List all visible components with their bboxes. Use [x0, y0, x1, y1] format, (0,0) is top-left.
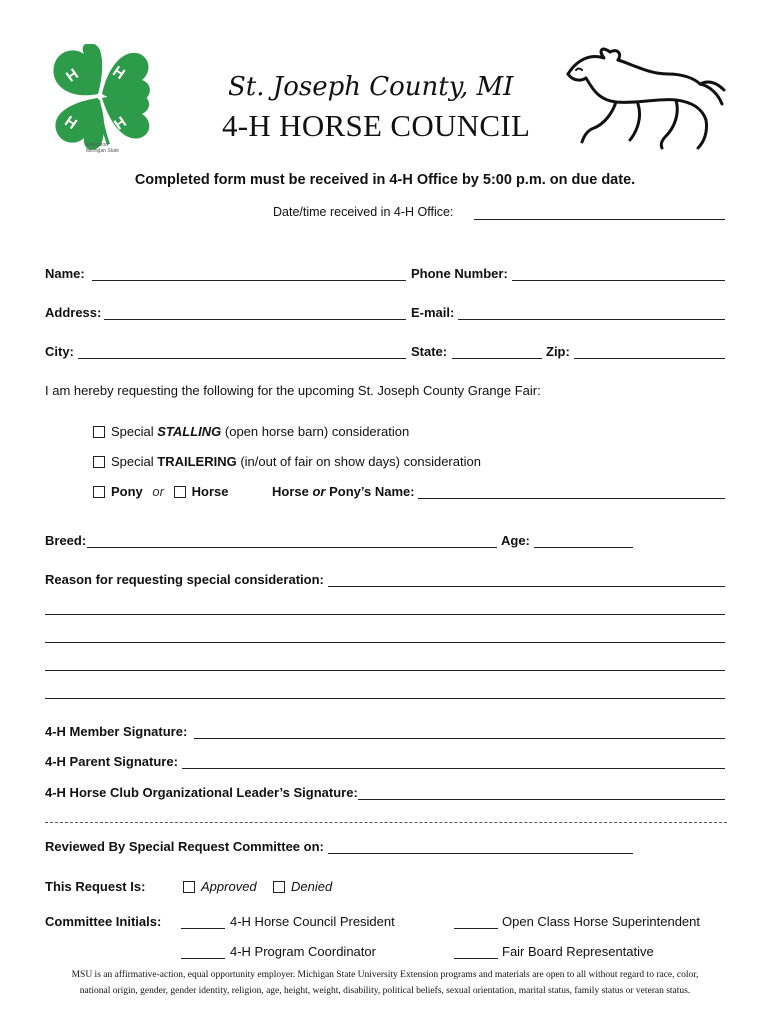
- initials-field-superintendent[interactable]: [454, 928, 498, 929]
- email-label: E-mail:: [411, 305, 455, 320]
- trailering-checkbox[interactable]: [93, 456, 105, 468]
- state-label: State:: [411, 344, 448, 359]
- reviewed-label: Reviewed By Special Request Committee on:: [45, 839, 324, 854]
- received-line[interactable]: [474, 219, 725, 220]
- initials-field-fairboard[interactable]: [454, 958, 498, 959]
- role-coordinator: 4-H Program Coordinator: [230, 944, 376, 959]
- reason-field[interactable]: [328, 586, 725, 587]
- parent-signature-field[interactable]: [182, 768, 725, 769]
- role-fairboard: Fair Board Representative: [502, 944, 654, 959]
- address-label: Address:: [45, 305, 102, 320]
- leader-signature-label: 4-H Horse Club Organizational Leader’s Signature:: [45, 785, 358, 800]
- parent-signature-label: 4-H Parent Signature:: [45, 754, 178, 769]
- section-divider: [45, 822, 727, 823]
- initials-label: Committee Initials:: [45, 914, 162, 929]
- member-signature-field[interactable]: [194, 738, 725, 739]
- animal-name-label: Horse or Pony’s Name:: [272, 484, 415, 499]
- name-field[interactable]: [92, 280, 406, 281]
- email-field[interactable]: [458, 319, 725, 320]
- svg-text:H: H: [109, 62, 128, 83]
- denied-checkbox[interactable]: [273, 881, 285, 893]
- svg-text:H: H: [63, 65, 82, 86]
- role-president: 4-H Horse Council President: [230, 914, 395, 929]
- animal-name-field[interactable]: [418, 498, 725, 499]
- reviewed-date-field[interactable]: [328, 853, 633, 854]
- member-signature-label: 4-H Member Signature:: [45, 724, 188, 739]
- city-label: City:: [45, 344, 74, 359]
- approved-option[interactable]: Approved: [183, 879, 257, 894]
- initials-field-coordinator[interactable]: [181, 958, 225, 959]
- leader-signature-field[interactable]: [358, 799, 725, 800]
- or-text: or: [152, 484, 164, 499]
- breed-label: Breed:: [45, 533, 87, 548]
- approved-checkbox[interactable]: [183, 881, 195, 893]
- svg-text:H: H: [61, 112, 80, 133]
- request-intro: I am hereby requesting the following for the upcoming St. Joseph County Grange Fair:: [45, 383, 541, 398]
- city-field[interactable]: [78, 358, 406, 359]
- pony-horse-option[interactable]: Pony or Horse: [93, 484, 228, 499]
- reason-label: Reason for requesting special consideration:: [45, 572, 324, 587]
- footer-disclaimer: MSU is an affirmative-action, equal opportunity employer. Michigan State University Extension programs and materials are open to all without regard to race, color, national origin, gender, gender identity, religion, age, height, weight, disability, political beliefs, sexual orientation, marital status, family status or veteran status.: [71, 970, 699, 996]
- reason-line[interactable]: [45, 614, 725, 615]
- phone-label: Phone Number:: [411, 266, 508, 281]
- initials-field-president[interactable]: [181, 928, 225, 929]
- zip-field[interactable]: [574, 358, 725, 359]
- clover-logo: [48, 44, 152, 156]
- denied-option[interactable]: Denied: [273, 879, 332, 894]
- notice-text: Completed form must be received in 4-H Office by 5:00 p.m. on due date.: [134, 172, 636, 188]
- breed-field[interactable]: [87, 547, 497, 548]
- phone-field[interactable]: [512, 280, 725, 281]
- council-title: 4-H HORSE COUNCIL: [222, 108, 531, 143]
- reason-line[interactable]: [45, 670, 725, 671]
- state-field[interactable]: [452, 358, 542, 359]
- horse-illustration: [558, 44, 728, 154]
- stalling-checkbox[interactable]: [93, 426, 105, 438]
- pony-checkbox[interactable]: [93, 486, 105, 498]
- svg-text:H: H: [111, 113, 130, 134]
- name-label: Name:: [45, 266, 85, 281]
- reason-line[interactable]: [45, 642, 725, 643]
- zip-label: Zip:: [546, 344, 570, 359]
- county-title: St. Joseph County, MI: [228, 72, 514, 102]
- reason-line[interactable]: [45, 698, 725, 699]
- stalling-option[interactable]: Special STALLING (open horse barn) consideration: [93, 424, 409, 439]
- age-field[interactable]: [534, 547, 633, 548]
- received-label: Date/time received in 4-H Office:: [273, 205, 454, 219]
- age-label: Age:: [501, 533, 530, 548]
- request-status-label: This Request Is:: [45, 879, 146, 894]
- role-superintendent: Open Class Horse Superintendent: [502, 914, 701, 929]
- address-field[interactable]: [104, 319, 406, 320]
- trailering-option[interactable]: Special TRAILERING (in/out of fair on show days) consideration: [93, 454, 481, 469]
- horse-checkbox[interactable]: [174, 486, 186, 498]
- logo-caption: Extension Michigan State: [86, 142, 120, 154]
